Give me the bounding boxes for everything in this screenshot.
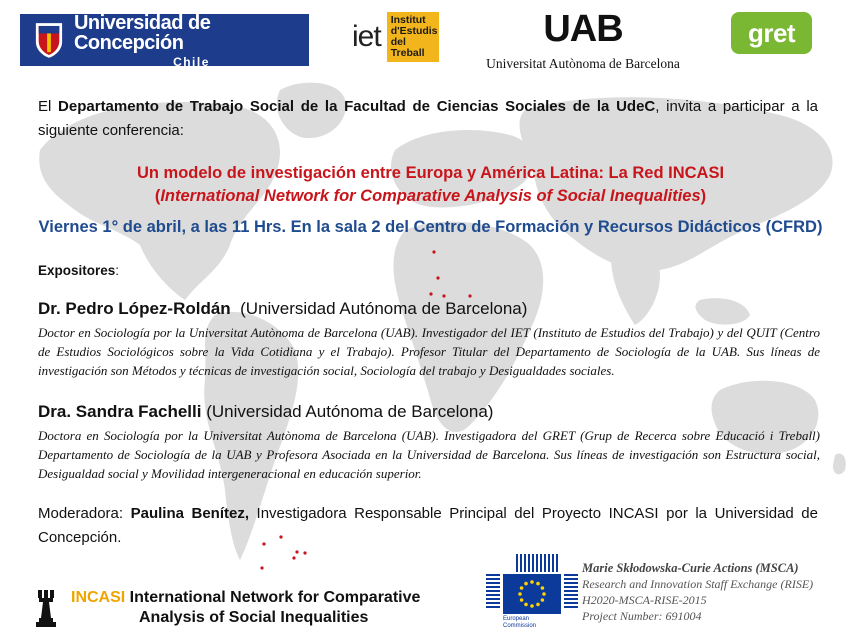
msca-title: Marie Skłodowska-Curie Actions (MSCA) <box>582 561 799 575</box>
udec-name: Universidad de Concepción <box>73 11 211 54</box>
incasi-line-2: Analysis of Social Inequalities <box>139 609 369 626</box>
conference-title <box>38 162 823 208</box>
shield-icon <box>34 20 64 60</box>
speaker-1-bio: Doctor en Sociología por la Universitat Autònoma de Barcelona (UAB). Investigador del IET (Instituto de Estudios del Trabajo) y del QUIT (Centro de Estudios Sociológicos sobre la Vida Cotidiana y el Trabajo). Profesor Titular del Departamento de Sociología de la UAB. Sus líneas de investigación son Métodos y técnicas de investigación social, Sociología del trabajo y Desigualdades sociales. <box>38 325 820 378</box>
speaker-2-affiliation: (Universidad Autónoma de Barcelona) <box>206 402 494 421</box>
eu-flag <box>503 574 561 614</box>
european-commission-logo <box>486 552 578 634</box>
iet-logo <box>352 14 439 60</box>
incasi-name <box>71 588 420 628</box>
speaker-2-heading <box>38 401 493 423</box>
msca-info <box>582 560 852 624</box>
uab-name: Universitat Autònoma de Barcelona <box>486 56 680 71</box>
speaker-1-name: Dr. Pedro López-Roldán <box>38 299 231 318</box>
speaker-1-heading <box>38 298 527 320</box>
intro-paragraph <box>38 95 818 143</box>
speaker-2-name: Dra. Sandra Fachelli <box>38 402 202 421</box>
intro-suffix: , invita a participar a la siguiente conferencia: <box>38 98 819 139</box>
moderadora-name: Paulina Benítez, <box>130 505 249 522</box>
title-network-name: International Network for Comparative Analysis of Social Inequalities <box>160 187 701 205</box>
department-name: Departamento de Trabajo Social de la Facultad de Ciencias Sociales de la UdeC <box>58 98 656 115</box>
chess-piece-icon <box>33 588 59 628</box>
event-details: Viernes 1° de abril, a las 11 Hrs. En la sala 2 del Centro de Formación y Recursos Didácticos (CFRD) <box>38 218 823 236</box>
title-line-1: Un modelo de investigación entre Europa y América Latina: La Red INCASI <box>136 164 725 182</box>
moderadora-description: Investigadora Responsable Principal del Proyecto INCASI por la Universidad de Concepción. <box>38 505 818 546</box>
msca-line-1: Research and Innovation Staff Exchange (RISE) <box>582 577 814 591</box>
eu-stars-icon <box>503 574 561 614</box>
expositores-label: Expositores: <box>38 263 120 278</box>
uab-logo <box>483 10 683 72</box>
udec-country: Chile <box>173 54 210 69</box>
eu-caption: European Commission <box>503 616 537 629</box>
uab-mark: UAB <box>543 8 623 50</box>
speaker-2-bio: Doctora en Sociología por la Universitat Autònoma de Barcelona (UAB). Investigadora del GRET (Grup de Recerca sobre Educació i Treball) Departamento de Sociología de la UAB y Profesora Asociada en la Universidad de Barcelona. Sus líneas de investigación son Estructura social, Desigualdad social y Movilidad intergeneracional en educación superior. <box>38 428 820 481</box>
gret-logo: gret <box>731 12 812 54</box>
moderadora-paragraph <box>38 502 818 550</box>
moderadora-label: Moderadora: <box>38 505 131 522</box>
incasi-line-1: International Network for Comparative <box>125 589 421 606</box>
iet-box-label: Institut d'Estudis del Treball <box>387 12 439 62</box>
msca-line-3: Project Number: 691004 <box>582 609 702 623</box>
title-line-2: (International Network for Comparative Analysis of Social Inequalities) <box>154 187 707 205</box>
speaker-1-affiliation: (Universidad Autónoma de Barcelona) <box>240 299 528 318</box>
iet-mark: iet <box>352 20 381 53</box>
udec-logo <box>20 11 309 69</box>
intro-prefix: El <box>38 98 59 115</box>
incasi-word: INCASI <box>71 589 126 606</box>
msca-line-2: H2020-MSCA-RISE-2015 <box>582 593 707 607</box>
incasi-footer <box>33 588 420 628</box>
